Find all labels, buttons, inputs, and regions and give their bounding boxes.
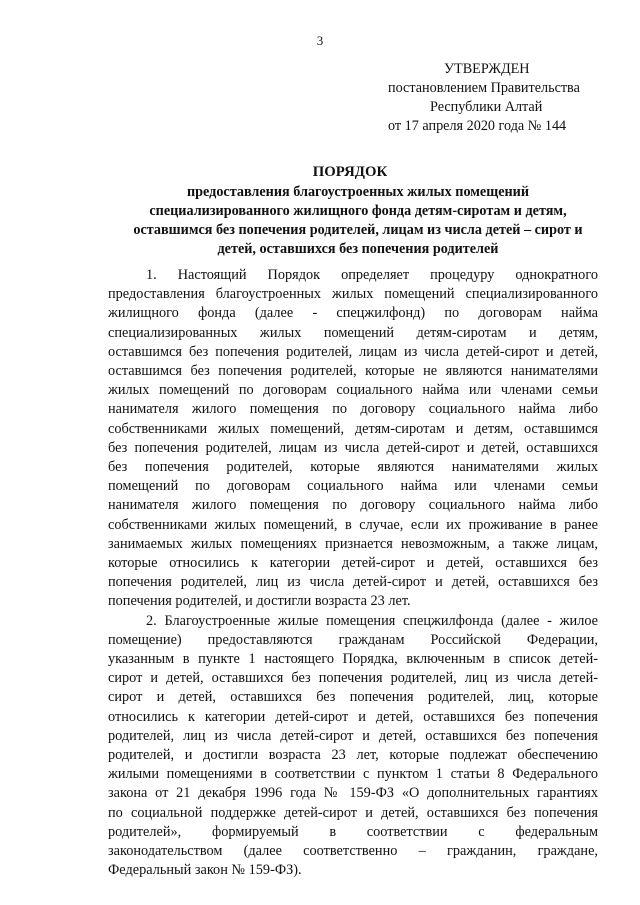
paragraph-2 <box>108 612 598 881</box>
text-line: которые относились к категории детей-сирот и детей, оставшихся без <box>108 555 598 572</box>
text-line: жилищного фонда (далее - спецжилфонд) по договорам найма <box>108 305 598 322</box>
text-line: без попечения родителей, лицам из числа детей-сирот и детей, оставшихся <box>108 439 598 456</box>
text-line: жилых помещений по договорам социального найма или членами семьи <box>108 382 598 399</box>
text-line: оставшимся без попечения родителей, которые не являются нанимателями <box>108 363 598 380</box>
text-line: сирот и детей, оставшихся без попечения родителей, лиц, которые <box>108 689 598 706</box>
text-line: сирот и детей, оставшихся без попечения родителей, лиц из числа детей- <box>108 670 598 687</box>
text-line: относились к категории детей-сирот и детей, оставшихся без попечения <box>108 708 598 725</box>
approval-stamp <box>388 60 618 136</box>
text-line: без попечения родителей, которые являются нанимателями жилых <box>108 459 598 476</box>
subtitle-line: детей, оставшихся без попечения родителей <box>217 241 499 257</box>
text-line: нанимателя жилого помещения по договору социального найма либо <box>108 401 598 418</box>
document-title: ПОРЯДОК <box>312 164 388 180</box>
text-line: 1. Настоящий Порядок определяет процедуру однократного <box>146 267 598 283</box>
approval-heading: УТВЕРЖДЕН <box>444 61 530 77</box>
text-line: родителей», формируемый в соответствии с федеральным <box>108 823 598 840</box>
text-line: попечения родителей, лиц из числа детей-сирот и детей, оставшихся без <box>108 574 598 591</box>
text-line: законодательством (далее соответственно – гражданин, граждане, <box>108 843 598 860</box>
text-line: 2. Благоустроенные жилые помещения спецжилфонда (далее - жилое <box>146 612 598 629</box>
text-line: родителей, лиц из числа детей-сирот и детей, оставшихся без попечения <box>108 727 598 744</box>
text-line: предоставления благоустроенных жилых помещений специализированного <box>108 286 598 303</box>
text-line: попечения родителей, и достигли возраста 23 лет. <box>108 593 411 610</box>
text-line: родителей, и достигли возраста 23 лет, которые подлежат обеспечению <box>108 747 598 764</box>
text-line: оставшимся без попечения родителей, лицам из числа детей-сирот и детей, <box>108 343 598 360</box>
text-line: занимаемых жилых помещениях признается невозможным, а также лицам, <box>108 535 598 552</box>
page-number: 3 <box>316 33 324 48</box>
text-line: жилыми помещениями в соответствии с пунктом 1 статьи 8 Федерального <box>108 766 598 783</box>
text-line: помещений по договорам социального найма или членами семьи <box>108 478 598 495</box>
approval-line: постановлением Правительства <box>388 80 580 96</box>
text-line: по социальной поддержке детей-сирот и детей, оставшихся без попечения <box>108 804 598 821</box>
subtitle-line: предоставления благоустроенных жилых помещений <box>186 184 530 200</box>
text-line: закона от 21 декабря 1996 года № 159-ФЗ «О дополнительных гарантиях <box>108 785 598 802</box>
subtitle-line: специализированного жилищного фонда детям-сиротам и детям, <box>149 203 567 219</box>
text-line: Федеральный закон № 159-ФЗ). <box>108 862 302 879</box>
text-line: указанным в пункте 1 настоящего Порядка, включенным в список детей- <box>108 651 598 668</box>
paragraph-1 <box>108 266 598 612</box>
subtitle-line: оставшимся без попечения родителей, лицам из числа детей – сирот и <box>133 222 583 238</box>
text-line: нанимателя жилого помещения по договору социального найма либо <box>108 497 598 514</box>
text-line: собственниками жилых помещений, в случае, если их проживание в ранее <box>108 516 598 533</box>
text-line: собственниками жилых помещений, детям-сиротам и детям, оставшимся <box>108 420 598 437</box>
approval-line: Республики Алтай <box>430 99 543 115</box>
approval-date-line: от 17 апреля 2020 года № 144 <box>388 118 567 134</box>
document-body <box>108 266 598 881</box>
text-line: помещение) предоставляются гражданам Российской Федерации, <box>108 631 598 648</box>
text-line: специализированных жилых помещений детям-сиротам и детям, <box>108 324 598 341</box>
document-subtitle <box>108 183 608 259</box>
